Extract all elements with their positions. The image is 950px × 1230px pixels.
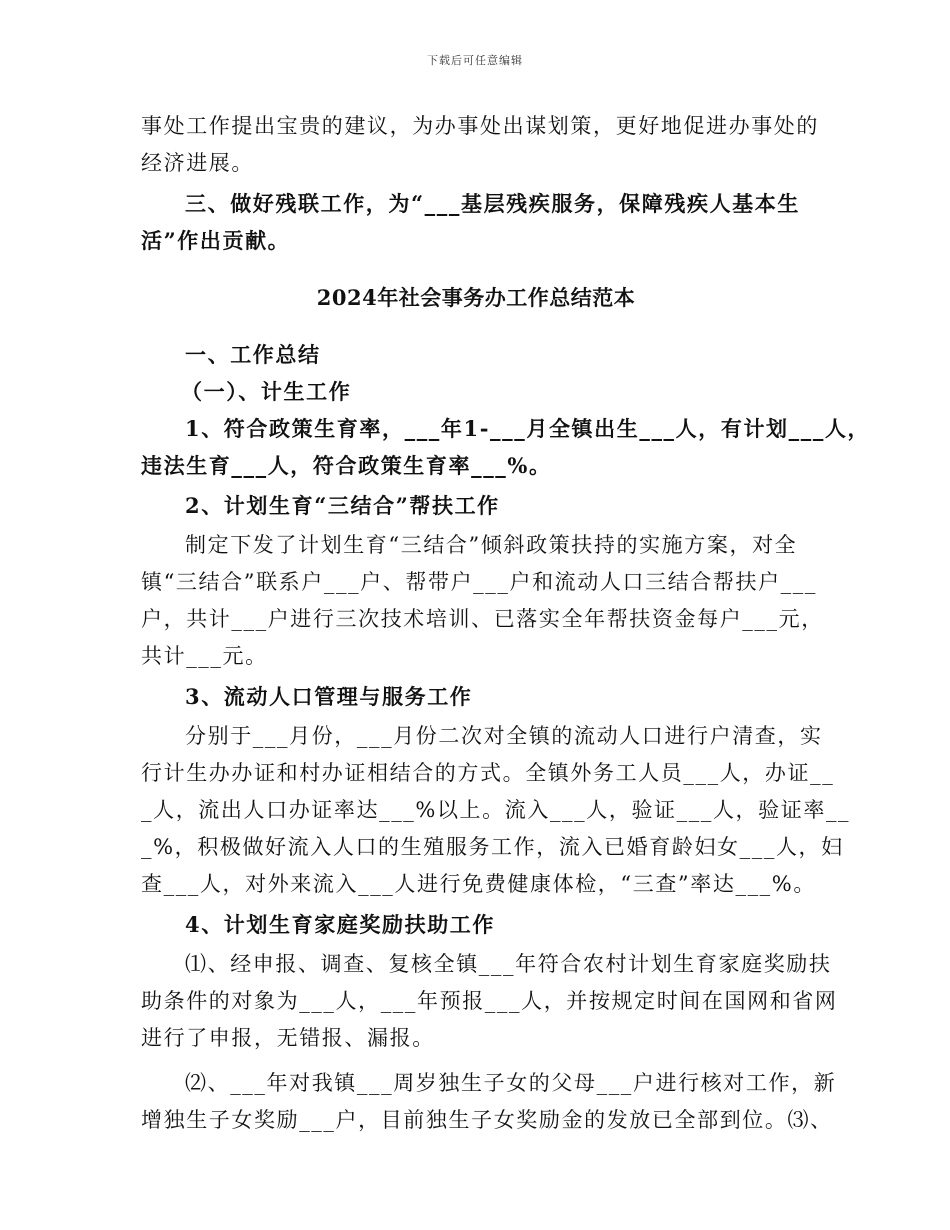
item-heading-4: 4、计划生育家庭奖励扶助工作 (185, 912, 496, 937)
paragraph-line: 增独生子女奖励___户，目前独生子女奖励金的发放已全部到位。⑶、 (141, 1108, 833, 1132)
paragraph-line: 户，共计___户进行三次技术培训、已落实全年帮扶资金每户___元， (141, 607, 824, 631)
heading-family-planning: （一）、计生工作 (181, 379, 352, 404)
paragraph-line: 共计___元。 (141, 644, 268, 668)
document-title: 2024年社会事务办工作总结范本 (316, 285, 636, 310)
paragraph-line: 事处工作提出宝贵的建议，为办事处出谋划策，更好地促进办事处的 (141, 114, 819, 138)
item-heading-2: 2、计划生育“三结合”帮扶工作 (185, 493, 500, 518)
paragraph-line: 经济进展。 (141, 151, 254, 175)
section-heading-continued: 活”作出贡献。 (141, 228, 291, 253)
item-heading-1: 1、符合政策生育率，___年1-___月全镇出生___人，有计划___人， (185, 416, 871, 441)
paragraph-line: 进行了申报，无错报、漏报。 (141, 1026, 435, 1050)
paragraph-line: 行计生办办证和村办证相结合的方式。全镇外务工人员___人，办证__ (141, 761, 835, 785)
paragraph-line: 查___人，对外来流入___人进行免费健康体检，“三查”率达___%。 (141, 872, 816, 896)
paragraph-line: _%，积极做好流入人口的生殖服务工作，流入已婚育龄妇女___人，妇 (141, 835, 844, 859)
heading-work-summary: 一、工作总结 (185, 342, 321, 367)
paragraph-line: 助条件的对象为___人，___年预报___人，并按规定时间在国网和省网 (141, 989, 838, 1013)
paragraph-line: 制定下发了计划生育“三结合”倾斜政策扶持的实施方案，对全 (185, 533, 798, 557)
header-note: 下载后可任意编辑 (427, 54, 523, 67)
paragraph-line: 镇“三结合”联系户___户、帮带户___户和流动人口三结合帮扶户___ (141, 570, 817, 594)
paragraph-line: ⑴、经申报、调查、复核全镇___年符合农村计划生育家庭奖励扶 (185, 952, 832, 976)
section-heading: 三、做好残联工作，为“___基层残疾服务，保障残疾人基本生 (185, 191, 800, 216)
document-body (141, 108, 871, 1139)
paragraph-line: _人，流出人口办证率达___%以上。流入___人，验证___人，验证率__ (141, 798, 851, 822)
item-heading-3: 3、流动人口管理与服务工作 (185, 684, 473, 709)
paragraph-line: 分别于___月份，___月份二次对全镇的流动人口进行户清查，实 (185, 724, 823, 748)
item-heading-1-continued: 违法生育___人，符合政策生育率___%。 (141, 453, 552, 478)
paragraph-line: ⑵、___年对我镇___周岁独生子女的父母___户进行核对工作，新 (185, 1071, 837, 1095)
